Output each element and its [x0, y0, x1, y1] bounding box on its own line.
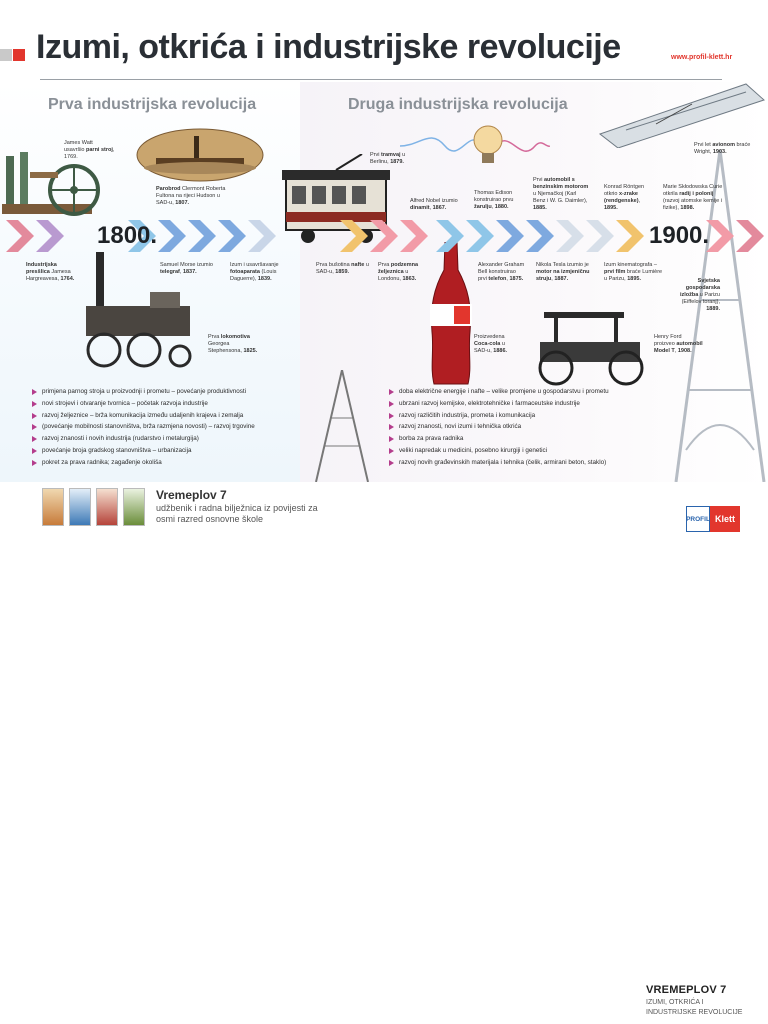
caption-curie: Marie Skłodowska Curie otkrila radij i polonij (razvoj atomske kemije i fizike), 1898. — [663, 184, 723, 211]
caption-nafta: Prva bušotina nafte u SAD-u, 1859. — [316, 262, 369, 275]
bullet-item: razvoj znanosti, novi izumi i tehnička otkrića — [389, 421, 609, 433]
caption-avion: Prvi let avionom braće Wright, 1903. — [694, 142, 751, 155]
caption-tesla: Nikola Tesla izumio je motor na izmjeničnu struju, 1887. — [536, 262, 590, 282]
bullet-arrow-icon — [32, 460, 37, 466]
bullet-arrow-icon — [32, 389, 37, 395]
year-1800: 1800. — [97, 222, 158, 249]
bullet-arrow-icon — [32, 401, 37, 407]
bullet-item: borba za prava radnika — [389, 433, 609, 445]
caption-cocacola: Proizvedena Coca-cola u SAD-u, 1886. — [474, 334, 508, 354]
book-cover-2 — [69, 488, 91, 526]
caption-izlozba: Svjetska gospodarska izložba u Parizu (Eiffelov toranj), 1889. — [679, 278, 720, 312]
poster — [0, 0, 768, 482]
book-cover-3 — [96, 488, 118, 526]
caption-automobil: Prvi automobil s benzinskim motorom u Njemačkoj (Karl Benz i W. G. Daimler), 1885. — [533, 177, 589, 211]
bullet-arrow-icon — [389, 460, 394, 466]
section-title-first: Prva industrijska revolucija — [48, 96, 257, 113]
bullet-item: novi strojevi i otvaranje tvornica – početak razvoja industrije — [32, 398, 255, 410]
bullet-arrow-icon — [389, 389, 394, 395]
bullet-arrow-icon — [32, 424, 37, 430]
bullet-arrow-icon — [389, 413, 394, 419]
bottom-right-subtitle: IZUMI, OTKRIĆA I INDUSTRIJSKE REVOLUCIJE — [646, 999, 743, 1016]
footer-subtitle: udžbenik i radna bilježnica iz povijesti za osmi razred osnovne škole — [156, 503, 318, 524]
bottom-right-title: VREMEPLOV 7 — [646, 984, 727, 996]
bullet-item: razvoj znanosti i novih industrija (rudarstvo i metalurgija) — [32, 433, 255, 445]
caption-watt: James Watt usavršio parni stroj, 1769. — [64, 140, 115, 160]
bullets-first-revolution — [32, 386, 255, 469]
bullet-item: (povećanje mobilnosti stanovništva, brža razmjena novosti) – razvoj trgovine — [32, 421, 255, 433]
bullet-arrow-icon — [32, 413, 37, 419]
bullet-item: veliki napredak u medicini, posebno kirurgiji i genetici — [389, 445, 609, 457]
steamboat-illustration — [136, 128, 264, 182]
corner-mark — [0, 49, 26, 61]
caption-presica: Industrijska presšlica Jamesa Hargreavesa, 1764. — [26, 262, 75, 282]
caption-telefon: Alexander Graham Bell konstruirao prvi telefon, 1875. — [478, 262, 525, 282]
caption-xzrake: Konrad Röntgen otkrio x-zrake (rendgenske), 1895. — [604, 184, 645, 211]
ford-model-t-illustration — [524, 306, 656, 390]
bullet-arrow-icon — [389, 424, 394, 430]
page-title: Izumi, otkrića i industrijske revolucije — [36, 28, 621, 66]
caption-lokomotiva: Prva lokomotiva Georgea Stephensona, 1825. — [208, 334, 258, 354]
bullets-second-revolution — [389, 386, 609, 469]
bullet-item: ubrzani razvoj kemijske, elektrotehničke i farmaceutske industrije — [389, 398, 609, 410]
bullet-item: povećanje broja gradskog stanovništva – urbanizacija — [32, 445, 255, 457]
bullet-arrow-icon — [389, 448, 394, 454]
caption-zeljeznica: Prva podzemna željeznica u Londonu, 1863. — [378, 262, 419, 282]
profil-klett-logo[interactable] — [686, 506, 740, 532]
caption-parobrod: Parobrod Clermont Roberta Fultona na rijeci Hudson u SAD-u, 1807. — [156, 186, 226, 206]
caption-fotoaparat: Izum i usavršavanje fotoaparata (Louis Daguerre), 1839. — [230, 262, 279, 282]
logo-klett: Klett — [710, 506, 740, 532]
bullet-item: doba električne energije i nafte – velike promjene u gospodarstvu i prometu — [389, 386, 609, 398]
caption-film: Izum kinematografa – prvi film braće Lumière u Parizu, 1895. — [604, 262, 663, 282]
caption-telegraf: Samuel Morse izumio telegraf, 1837. — [160, 262, 213, 275]
footer-title: Vremeplov 7 — [156, 488, 227, 502]
bullet-item: pokret za prava radnika; zagađenje okoliša — [32, 457, 255, 469]
oil-derrick-illustration — [312, 370, 372, 482]
book-cover-1 — [42, 488, 64, 526]
caption-zarulja: Thomas Edison konstruirao prvu žarulju, 1880. — [474, 190, 514, 210]
airplane-illustration — [596, 80, 768, 148]
section-title-second: Druga industrijska revolucija — [348, 96, 568, 113]
book-cover-4 — [123, 488, 145, 526]
logo-profil: PROFIL — [686, 506, 710, 532]
bullet-item: razvoj novih građevinskih materijala i tehnika (čelik, armirani beton, staklo) — [389, 457, 609, 469]
bullet-item: razvoj različitih industrija, prometa i komunikacija — [389, 410, 609, 422]
bullet-item: razvoj željeznice – brža komunikacija između udaljenih krajeva i zemalja — [32, 410, 255, 422]
year-1900: 1900. — [649, 222, 710, 249]
bullet-arrow-icon — [32, 436, 37, 442]
bullet-item: primjena parnog stroja u proizvodnji i prometu – povećanje produktivnosti — [32, 386, 255, 398]
bullet-arrow-icon — [32, 448, 37, 454]
publisher-url[interactable]: www.profil-klett.hr — [671, 54, 733, 61]
coca-cola-bottle-illustration — [428, 242, 474, 386]
caption-dinamit: Alfred Nobel izumio dinamit, 1867. — [410, 198, 458, 211]
caption-ford: Henry Ford proizveo automobil Model T, 1908. — [654, 334, 703, 354]
bullet-arrow-icon — [389, 401, 394, 407]
bullet-arrow-icon — [389, 436, 394, 442]
caption-tramvaj: Prvi tramvaj u Berlinu, 1879. — [370, 152, 406, 165]
